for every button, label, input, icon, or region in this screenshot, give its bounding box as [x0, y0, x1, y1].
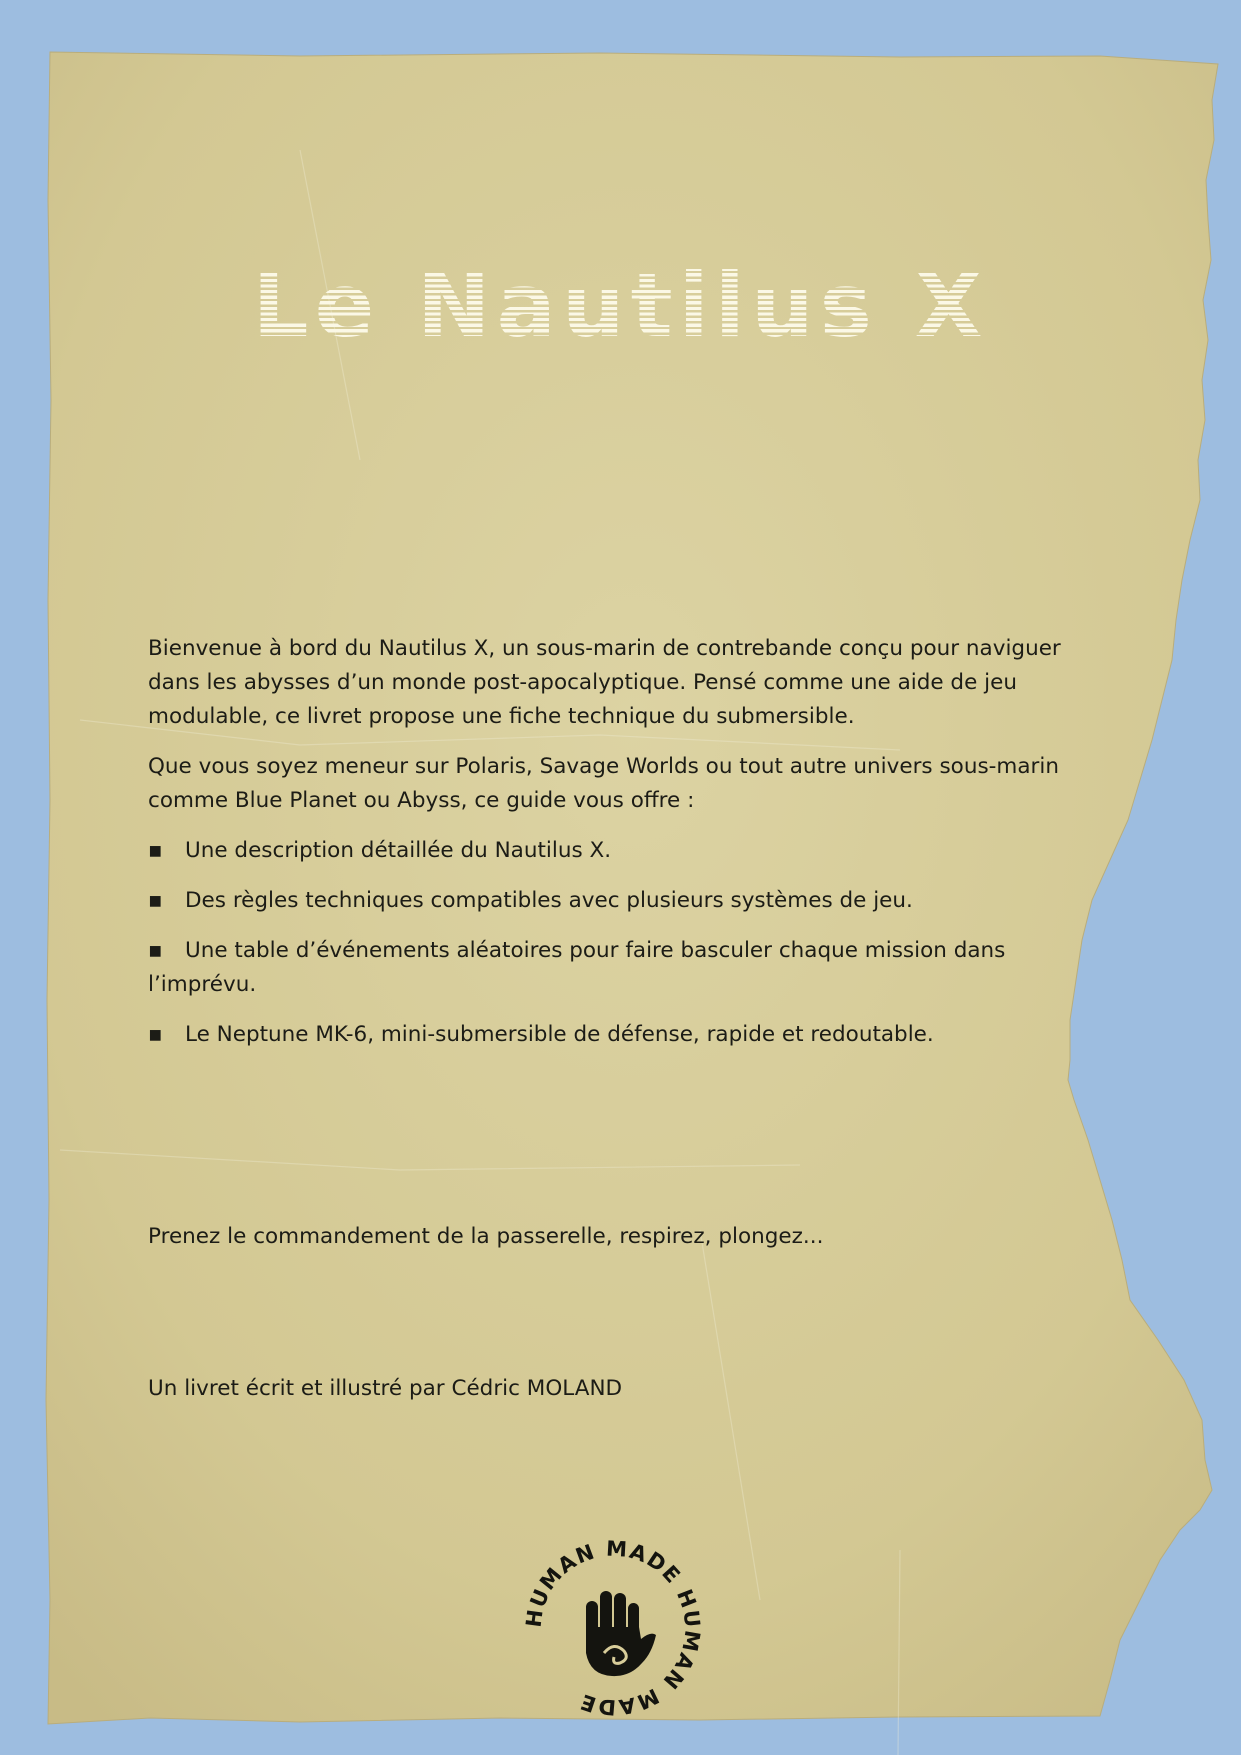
list-item-text: Des règles techniques compatibles avec plusieurs systèmes de jeu. — [185, 888, 913, 913]
human-made-stamp — [520, 1535, 706, 1721]
intro-paragraph: Bienvenue à bord du Nautilus X, un sous-marin de contrebande conçu pour naviguer dans les abysses d’un monde post-apocalyptique. Pensé comme une aide de jeu modulable, ce livret propose une fiche technique du submersible. — [148, 636, 1061, 729]
list-item-text: Une table d’événements aléatoires pour faire basculer chaque mission dans l’imprévu. — [148, 938, 1006, 997]
bullet-icon: ▪ — [148, 1022, 163, 1047]
call-to-action: Prenez le commandement de la passerelle, respirez, plongez... — [148, 1224, 824, 1249]
bullet-icon: ▪ — [148, 938, 163, 963]
list-item — [148, 834, 1078, 868]
author-credit: Un livret écrit et illustré par Cédric MOLAND — [148, 1376, 623, 1401]
list-item — [148, 934, 1078, 1002]
hand-icon — [586, 1591, 656, 1676]
list-item — [148, 1018, 1078, 1052]
stamp-ring-text: HUMAN MADE HUMAN MADE — [521, 1536, 705, 1720]
page-title: Le Nautilus X — [0, 262, 1241, 350]
body-text — [148, 632, 1078, 1068]
list-item-text: Le Neptune MK-6, mini-submersible de défense, rapide et redoutable. — [185, 1022, 934, 1047]
intro-paragraph: Que vous soyez meneur sur Polaris, Savage Worlds ou tout autre univers sous-marin comme Blue Planet ou Abyss, ce guide vous offre : — [148, 754, 1059, 813]
list-item — [148, 884, 1078, 918]
list-item-text: Une description détaillée du Nautilus X. — [185, 838, 612, 863]
bullet-icon: ▪ — [148, 888, 163, 913]
bullet-icon: ▪ — [148, 838, 163, 863]
